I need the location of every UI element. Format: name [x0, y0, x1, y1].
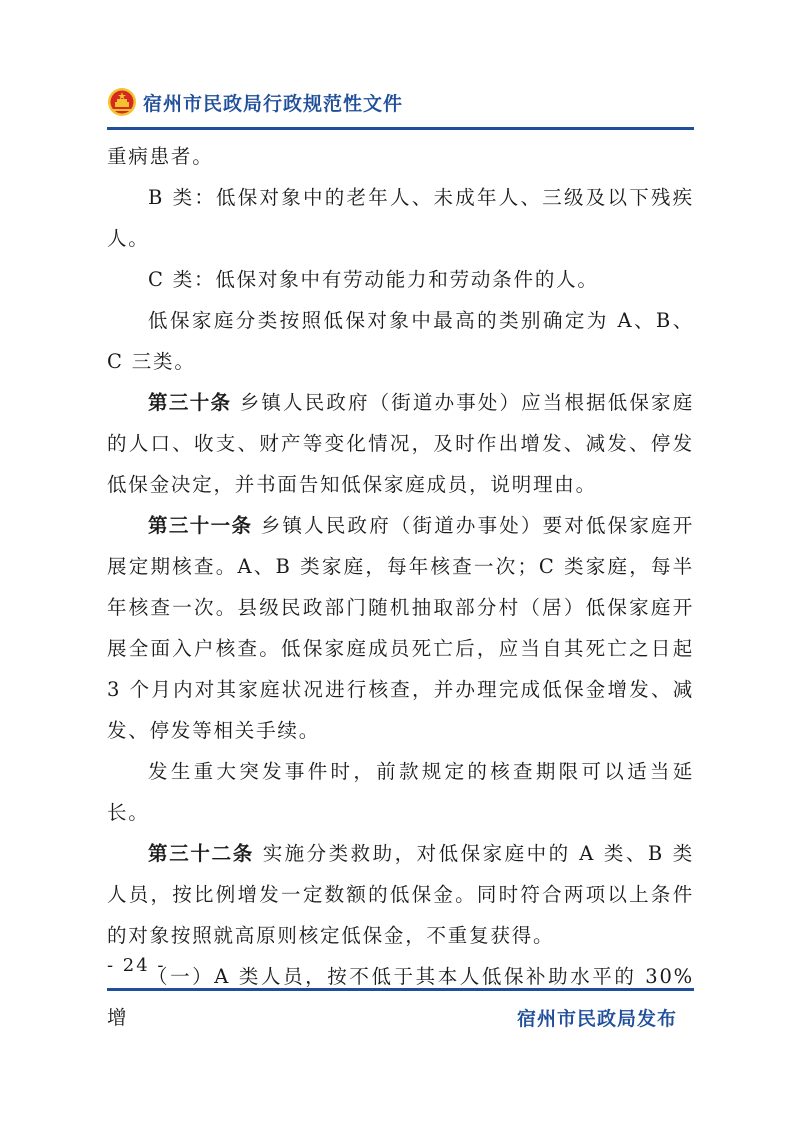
paragraph-class-c: C 类：低保对象中有劳动能力和劳动条件的人。 — [148, 268, 599, 291]
article-31 — [107, 505, 694, 751]
national-emblem-icon — [107, 87, 137, 117]
page-number: - 24 - — [107, 955, 166, 976]
document-body — [107, 136, 694, 1038]
article-30 — [107, 382, 694, 505]
paragraph-class-b: B 类：低保对象中的老年人、未成年人、三级及以下残疾人。 — [107, 186, 694, 250]
article-heading: 第三十条 — [148, 391, 232, 414]
paragraph-item-1: （一）A 类人员，按不低于其本人低保补助水平的 30%增 — [107, 965, 694, 1029]
article-32 — [107, 833, 694, 956]
article-heading: 第三十二条 — [148, 842, 254, 865]
footer-divider — [107, 988, 694, 991]
article-text: 乡镇人民政府（街道办事处）要对低保家庭开展定期核查。A、B 类家庭，每年核查一次；C 类家庭，每半年核查一次。县级民政部门随机抽取部分村（居）低保家庭开展全面入户核查。低保家庭成员死亡后，应当自其死亡之日起 3 个月内对其家庭状况进行核查，并办理完成低保金增发、减发、停发等相关手续。 — [107, 514, 694, 742]
article-text: 实施分类救助，对低保家庭中的 A 类、B 类人员，按比例增发一定数额的低保金。同时符合两项以上条件的对象按照就高原则核定低保金，不重复获得。 — [107, 842, 695, 947]
article-heading: 第三十一条 — [148, 514, 253, 537]
article-text: 乡镇人民政府（街道办事处）应当根据低保家庭的人口、收支、财产等变化情况，及时作出增发、减发、停发低保金决定，并书面告知低保家庭成员，说明理由。 — [107, 391, 694, 496]
footer-publisher: 宿州市民政局发布 — [516, 1008, 677, 1030]
document-header — [107, 85, 403, 119]
header-title: 宿州市民政局行政规范性文件 — [143, 92, 404, 115]
paragraph-continuation: 重病患者。 — [107, 145, 214, 168]
paragraph-emergency-extension: 发生重大突发事件时，前款规定的核查期限可以适当延长。 — [107, 760, 694, 824]
paragraph-classification-rule: 低保家庭分类按照低保对象中最高的类别确定为 A、B、C 三类。 — [107, 309, 694, 373]
header-divider — [107, 127, 694, 130]
